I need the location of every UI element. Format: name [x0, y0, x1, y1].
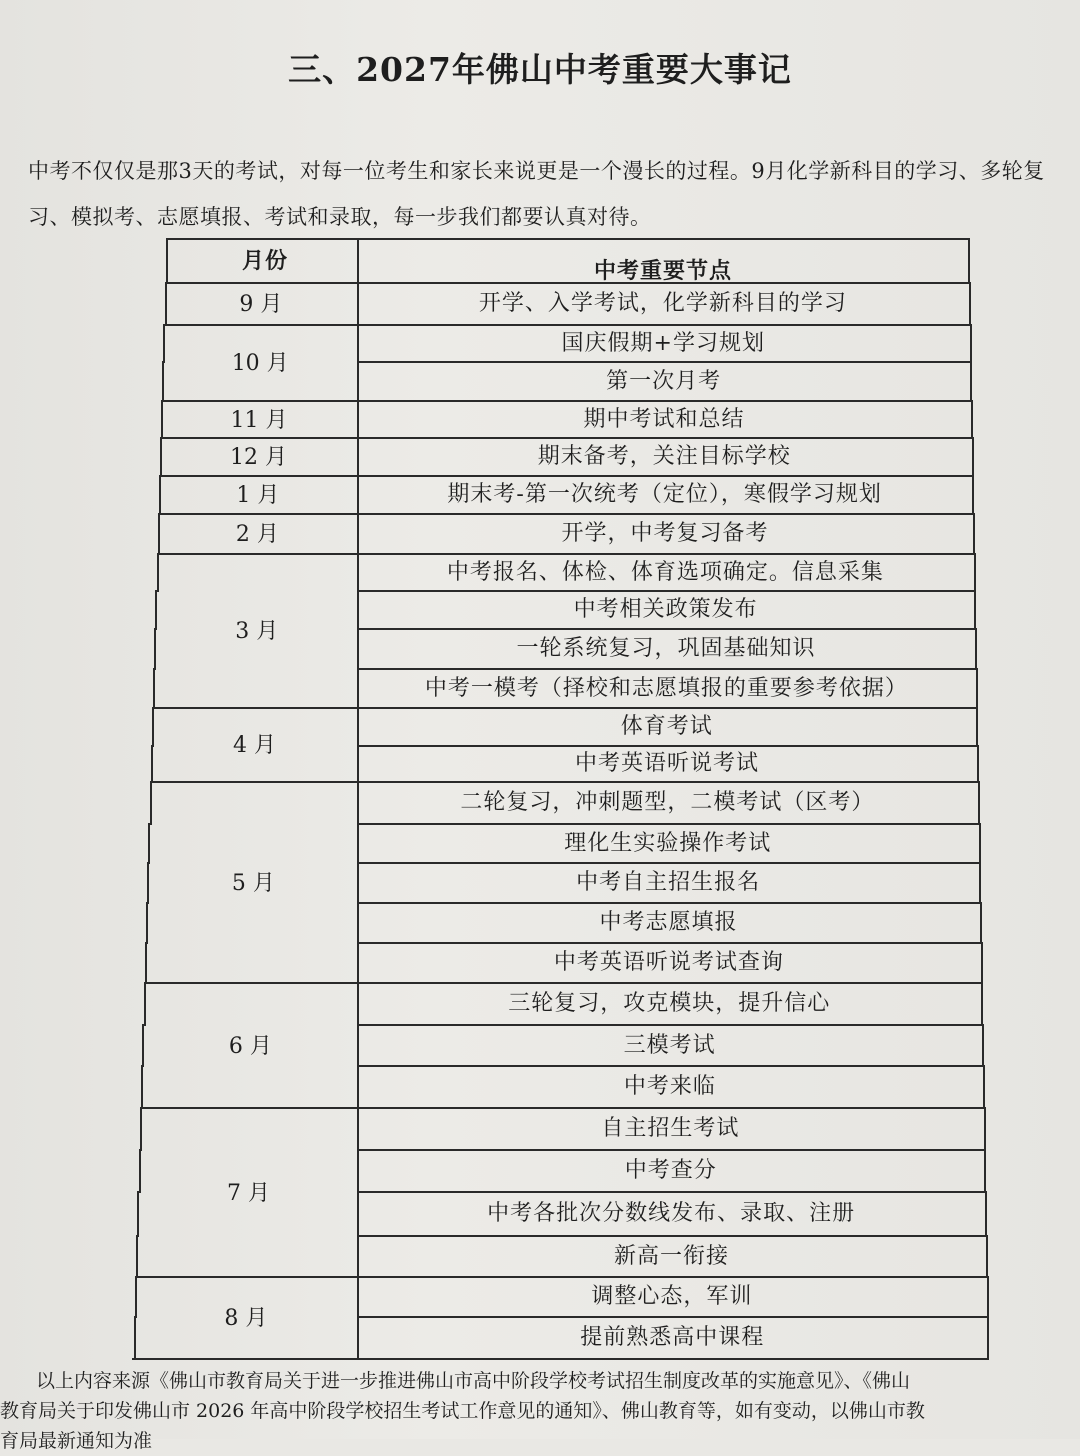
table-row-border: [166, 238, 968, 240]
event-cell: 国庆假期+学习规划: [561, 330, 765, 356]
month-cell: 11 月: [230, 407, 288, 433]
table-right-border: [983, 1065, 985, 1109]
table-row-border: [357, 1191, 985, 1193]
table-left-border: [148, 823, 150, 864]
table-right-border: [980, 902, 982, 944]
table-left-border: [141, 1065, 143, 1109]
event-cell: 期末备考，关注目标学校: [537, 444, 791, 469]
event-cell: 三轮复习，攻克模块，提升信心: [508, 991, 831, 1016]
event-cell: 中考来临: [623, 1074, 716, 1099]
table-right-border: [969, 282, 971, 326]
intro-paragraph: 中考不仅仅是那3天的考试，对每一位考生和家长来说更是一个漫长的过程。9月化学新科目的学习、多轮复习、模拟考、志愿填报、考试和录取，每一步我们都要认真对待。: [28, 159, 1045, 229]
table-right-border: [972, 475, 974, 515]
event-cell: 中考相关政策发布: [573, 597, 758, 622]
table-row-border: [357, 862, 979, 864]
table-row-border: [357, 1316, 987, 1318]
table-left-border: [145, 942, 147, 984]
source-note-line-3: 育局最新通知为准: [0, 1430, 153, 1452]
month-cell: 9 月: [239, 292, 283, 317]
table-right-border: [974, 590, 976, 630]
table-right-border: [970, 361, 972, 402]
source-note-line-1: 以上内容来源《佛山市教育局关于进一步推进佛山市高中阶段学校考试招生制度改革的实施意见》、《佛山: [36, 1370, 911, 1392]
event-cell: 中考报名、体检、体育选项确定。信息采集: [446, 559, 884, 585]
table-row-border: [158, 513, 973, 515]
table-left-border: [153, 668, 155, 709]
month-cell: 4 月: [232, 733, 276, 758]
table-right-border: [981, 982, 983, 1026]
event-cell: 中考英语听说考试查询: [553, 950, 784, 975]
event-cell: 中考自主招生报名: [576, 870, 761, 895]
table-row-border: [135, 1276, 987, 1278]
event-cell: 自主招生考试: [601, 1116, 740, 1141]
table-row-border: [140, 1107, 984, 1109]
event-cell: 中考各批次分数线发布、录取、注册: [487, 1201, 856, 1226]
table-right-border: [974, 553, 976, 592]
table-right-border: [981, 942, 983, 984]
event-cell: 二轮复习，冲刺题型，二模考试（区考）: [460, 790, 875, 815]
table-row-border: [357, 1024, 982, 1026]
column-header-month: 月份: [241, 248, 288, 274]
source-note: [0, 1366, 1080, 1452]
event-cell: 第一次月考: [606, 368, 722, 394]
event-cell: 期中考试和总结: [583, 406, 745, 432]
table-right-border: [979, 823, 981, 864]
event-cell: 一轮系统复习，巩固基础知识: [516, 636, 816, 661]
month-cell: 5 月: [231, 870, 275, 896]
table-right-border: [976, 707, 978, 747]
table-row-border: [357, 1235, 986, 1237]
table-right-border: [985, 1191, 987, 1237]
table-right-border: [987, 1276, 989, 1318]
month-cell: 8 月: [224, 1306, 268, 1331]
page-title: 三、2027年佛山中考重要大事记: [288, 50, 792, 89]
table-row-border: [357, 628, 975, 630]
table-right-border: [984, 1149, 986, 1193]
event-cell: 中考志愿填报: [599, 910, 738, 935]
table-row-border: [357, 1065, 983, 1067]
event-cell: 三模考试: [623, 1032, 716, 1058]
month-cell: 2 月: [235, 522, 279, 547]
event-cell: 中考英语听说考试: [575, 751, 760, 776]
table-row-border: [144, 982, 982, 984]
table-right-border: [977, 745, 979, 783]
table-left-border: [157, 553, 159, 592]
column-header-event: 中考重要节点: [593, 258, 732, 284]
event-cell: 中考查分: [624, 1158, 717, 1183]
table-row-border: [357, 942, 981, 944]
event-cell: 提前熟悉高中课程: [580, 1325, 765, 1350]
table-right-border: [976, 668, 978, 709]
source-note-line-2: 教育局关于印发佛山市 2026 年高中阶段学校招生考试工作意见的通知》、佛山教育等，如有变动，以佛山市教: [0, 1400, 925, 1422]
table-right-border: [987, 1316, 989, 1360]
month-cell: 6 月: [228, 1033, 272, 1059]
table-left-border: [136, 1235, 138, 1278]
event-cell: 开学、入学考试，化学新科目的学习: [478, 291, 847, 316]
month-cell: 1 月: [236, 483, 280, 508]
event-cell: 调整心态，军训: [591, 1284, 753, 1309]
month-cell: 7 月: [226, 1180, 270, 1206]
table-left-border: [150, 781, 152, 825]
event-cell: 中考一模考（择校和志愿填报的重要参考依据）: [424, 675, 908, 701]
table-row-border: [357, 1149, 984, 1151]
table-row-border: [150, 781, 978, 783]
month-cell: 3 月: [235, 619, 279, 644]
event-cell: 理化生实验操作考试: [564, 830, 772, 856]
table-right-border: [975, 628, 977, 670]
table-right-border: [978, 781, 980, 825]
table-right-border: [984, 1107, 986, 1151]
table-left-border: [166, 238, 168, 284]
table-right-border: [970, 324, 972, 363]
table-row-border: [132, 1358, 988, 1360]
month-cell: 12 月: [230, 445, 287, 470]
table-right-border: [971, 400, 973, 439]
table-row-border: [357, 902, 980, 904]
event-cell: 新高一衔接: [613, 1243, 729, 1269]
table-right-border: [986, 1235, 988, 1278]
table-left-border: [140, 1107, 142, 1151]
event-cell: 体育考试: [620, 714, 713, 739]
month-cell: 10 月: [231, 351, 289, 376]
table-right-border: [973, 513, 975, 555]
table-right-border: [982, 1024, 984, 1067]
table-left-border: [146, 902, 148, 944]
table-left-border: [144, 982, 146, 1026]
table-right-border: [972, 437, 974, 477]
event-cell: 期末考-第一次统考（定位），寒假学习规划: [447, 482, 882, 507]
table-right-border: [979, 862, 981, 904]
event-cell: 开学，中考复习备考: [561, 521, 769, 546]
